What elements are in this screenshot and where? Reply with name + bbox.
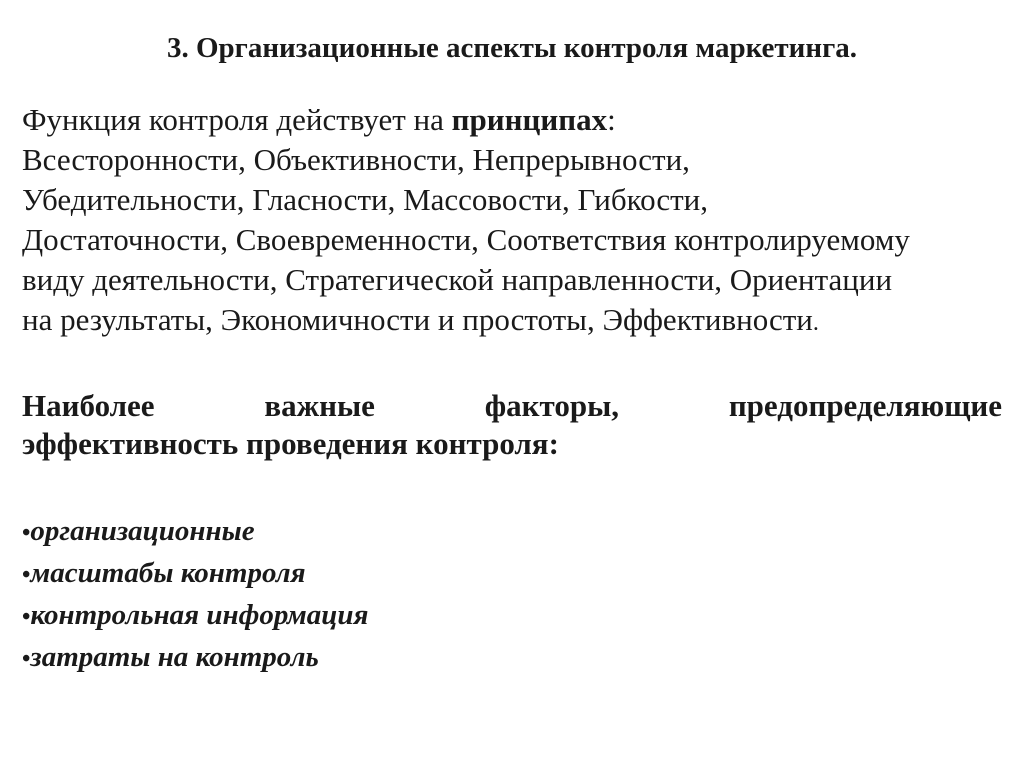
bullet-icon: • bbox=[22, 562, 31, 588]
principles-line: Всесторонности, Объективности, Непрерывности, bbox=[22, 142, 690, 177]
principles-line: виду деятельности, Стратегической направленности, Ориентации bbox=[22, 262, 893, 297]
factor-item-text: контрольная информация bbox=[30, 599, 369, 631]
bullet-icon: • bbox=[22, 520, 31, 546]
principles-line: на результаты, Экономичности и простоты, Эффективности bbox=[22, 302, 813, 337]
factor-item bbox=[22, 595, 368, 637]
factors-heading bbox=[22, 387, 1002, 463]
bullet-icon: • bbox=[22, 646, 31, 672]
factor-item bbox=[22, 637, 368, 679]
factor-item-text: масштабы контроля bbox=[30, 557, 306, 589]
factors-list bbox=[22, 511, 368, 679]
factor-item-text: затраты на контроль bbox=[30, 641, 319, 673]
factors-heading-line2: эффективность проведения контроля: bbox=[22, 426, 559, 461]
factors-heading-line1: Наиболее важные факторы, предопределяющие bbox=[22, 388, 1002, 423]
bullet-icon: • bbox=[22, 604, 31, 630]
factor-item-text: организационные bbox=[30, 515, 255, 547]
principles-line: Достаточности, Своевременности, Соответствия контролируемому bbox=[22, 222, 910, 257]
principles-paragraph bbox=[22, 100, 1012, 343]
slide-title: 3. Организационные аспекты контроля маркетинга. bbox=[166, 32, 858, 64]
principles-lead-bold: принципах bbox=[451, 102, 608, 137]
principles-lead-text: Функция контроля действует на bbox=[22, 102, 452, 137]
factor-item bbox=[22, 553, 368, 595]
principles-line: Убедительности, Гласности, Массовости, Гибкости, bbox=[22, 182, 709, 217]
principles-lead-colon: : bbox=[607, 102, 616, 137]
principles-end-mark: . bbox=[812, 310, 819, 336]
factor-item bbox=[22, 511, 368, 553]
